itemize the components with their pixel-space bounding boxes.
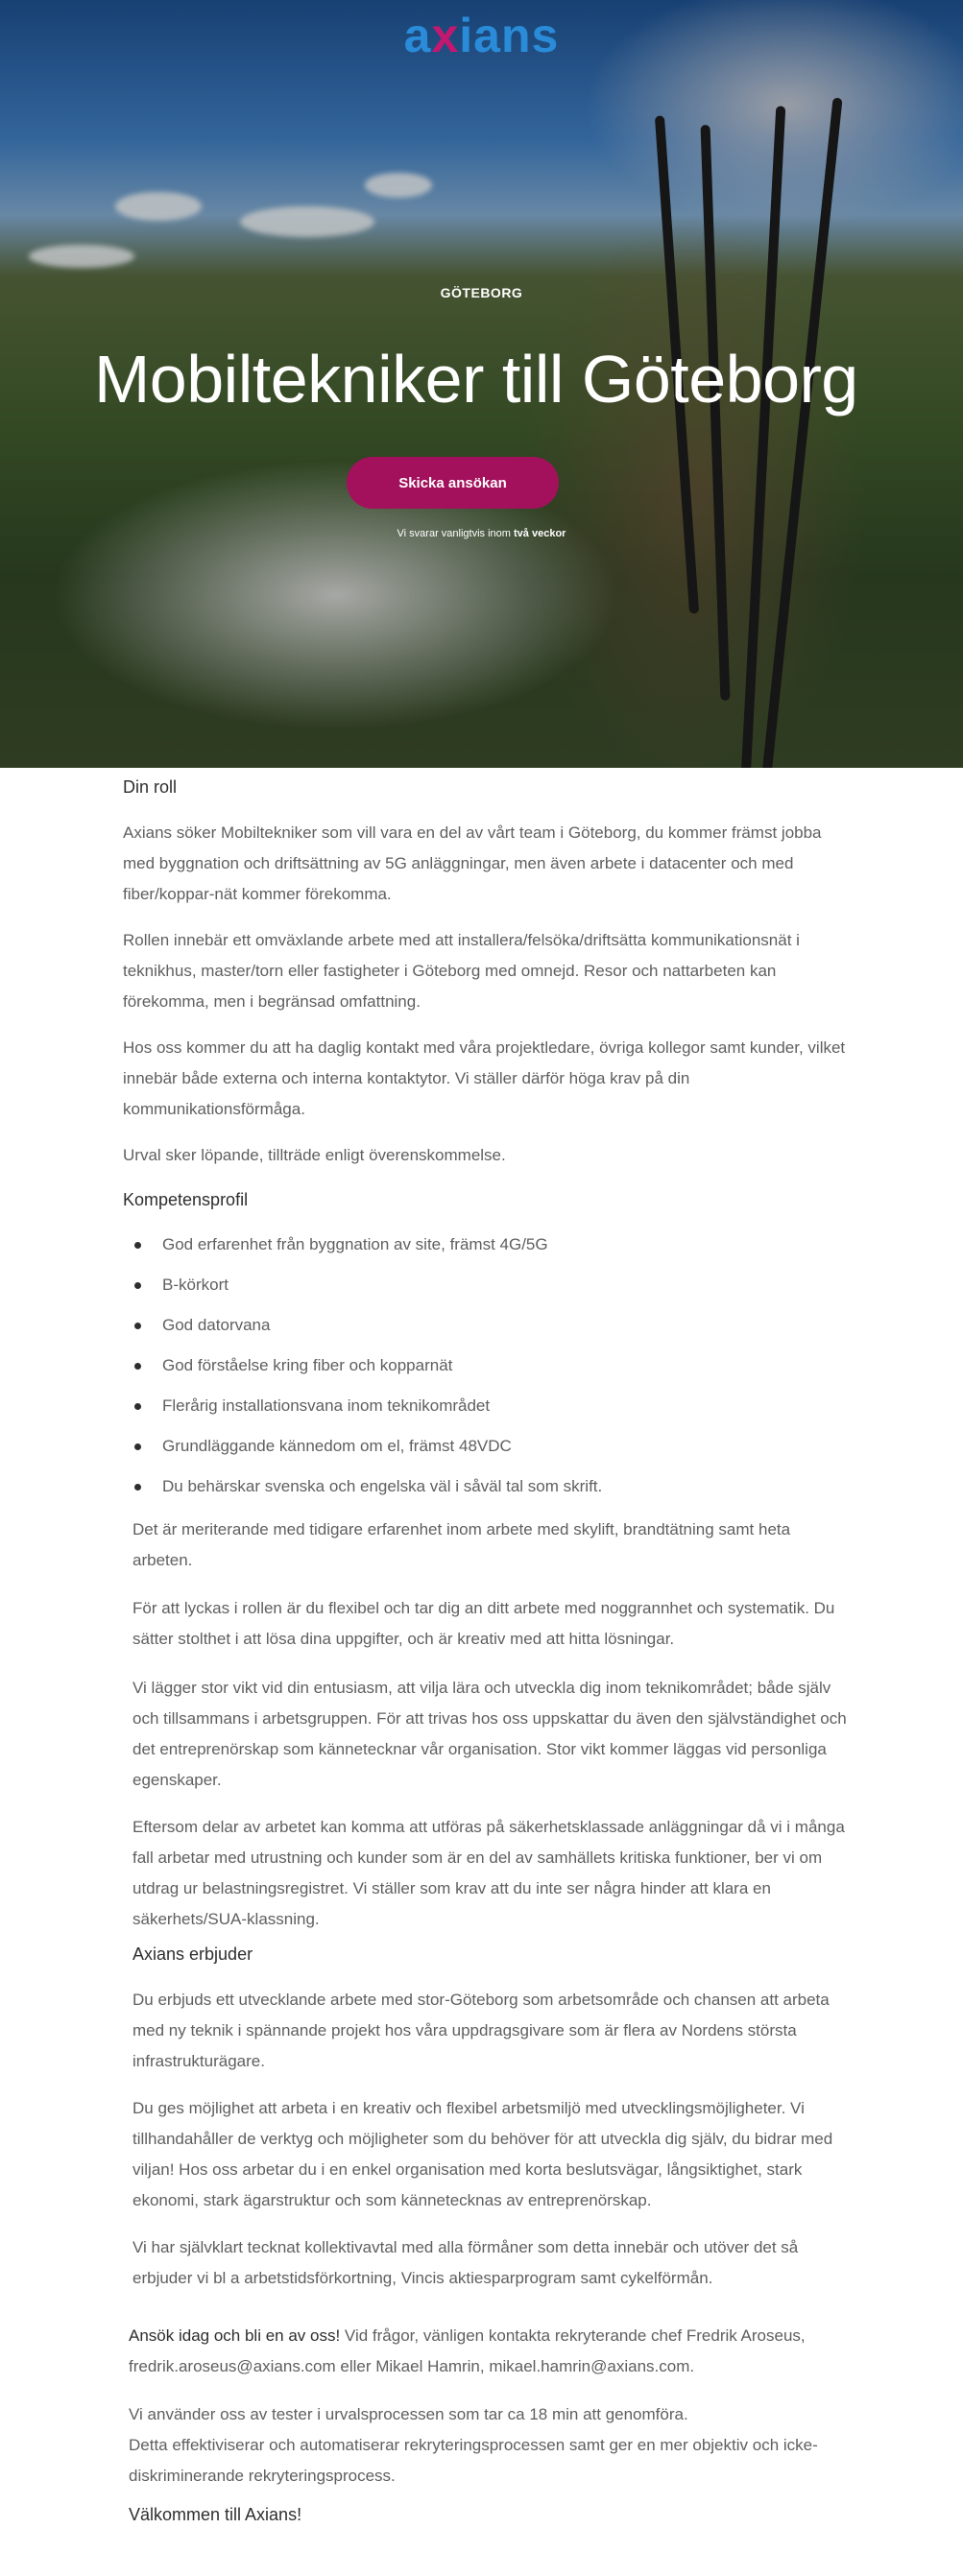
offer-paragraph: Du ges möjlighet att arbeta i en kreativ och flexibel arbetsmiljö med utvecklingsmöjligheter. Vi tillhandahåller de verktyg och möjligheter som du behöver för att utveckla dig själv, du bidrar med viljan! Hos oss arbetar du i en enkel organisation med korta beslutsvägar, långsiktighet, stark ekonomi, stark ägarstruktur och som kännetecknas av entreprenörskap. bbox=[132, 2099, 833, 2209]
job-title: Mobiltekniker till Göteborg bbox=[94, 342, 858, 417]
tests-paragraph bbox=[129, 2399, 858, 2492]
role-paragraph: Axians söker Mobiltekniker som vill vara en del av vårt team i Göteborg, du kommer främst jobba med byggnation och driftsättning av 5G anläggningar, men även arbete i datacenter och med fiber/koppar-nät kommer förekomma. bbox=[123, 823, 822, 903]
contact-text: Vid frågor, vänligen kontakta rekryterande chef Fredrik Aroseus, fredrik.aroseus@axians.com eller Mikael Hamrin, mikael.hamrin@axians.com. bbox=[129, 2326, 806, 2375]
apply-lead: Ansök idag och bli en av oss! bbox=[129, 2326, 341, 2345]
cloud-decoration bbox=[365, 173, 432, 198]
list-item: God förståelse kring fiber och kopparnät bbox=[123, 1346, 853, 1386]
offer-paragraph: Vi har självklart tecknat kollektivavtal med alla förmåner som detta innebär och utöver det så erbjuder vi bl a arbetstidsförkortning, Vincis aktiesparprogram samt cykelförmån. bbox=[132, 2238, 799, 2287]
offer-paragraph: Du erbjuds ett utvecklande arbete med stor-Göteborg som arbetsområde och chansen att arbeta med ny teknik i spännande projekt hos våra uppdragsgivare som är flera av Nordens största infrastrukturägare. bbox=[132, 1991, 830, 2070]
response-time-value: två veckor bbox=[514, 528, 566, 539]
contact-paragraph bbox=[129, 2321, 858, 2382]
role-heading: Din roll bbox=[123, 777, 178, 797]
list-item: Du behärskar svenska och engelska väl i såväl tal som skrift. bbox=[123, 1467, 853, 1507]
role-paragraph: Urval sker löpande, tillträde enligt överenskommelse. bbox=[123, 1146, 506, 1164]
profile-paragraph: Vi lägger stor vikt vid din entusiasm, att vilja lära och utveckla dig inom teknikområdet; både själv och tillsammans i arbetsgruppen. För att trivas hos oss uppskattar du även den självständighet och det entreprenörskap som kännetecknar vår organisation. Stor vikt kommer läggas vid personliga egenskaper. bbox=[132, 1679, 847, 1789]
job-location: GÖTEBORG bbox=[440, 285, 523, 300]
list-item: Grundläggande kännedom om el, främst 48VDC bbox=[123, 1426, 853, 1467]
list-item: God erfarenhet från byggnation av site, främst 4G/5G bbox=[123, 1225, 853, 1265]
profile-paragraph: För att lyckas i rollen är du flexibel och tar dig an ditt arbete med noggrannhet och systematik. Du sätter stolthet i att lösa dina uppgifter, och är kreativ med att hitta lösningar. bbox=[132, 1599, 835, 1648]
profile-paragraph: Eftersom delar av arbetet kan komma att utföras på säkerhetsklassade anläggningar då vi i många fall arbetar med utrustning och kunder som är en del av samhällets kritiska funktioner, ber vi om utdrag ur belastningsregistret. Vi ställer som krav att du inte ser några hinder att klara en säkerhets/SUA-klassning. bbox=[132, 1818, 845, 1928]
apply-button[interactable]: Skicka ansökan bbox=[347, 457, 559, 509]
role-paragraph: Rollen innebär ett omväxlande arbete med att installera/felsöka/driftsätta kommunikationsnät i teknikhus, master/torn eller fastigheter i Göteborg med omnejd. Resor och nattarbeten kan förekomma, men i begränsad omfattning. bbox=[123, 931, 800, 1011]
tests-text-line1: Vi använder oss av tester i urvalsprocessen som tar ca 18 min att genomföra. bbox=[129, 2405, 688, 2423]
cable-decoration bbox=[741, 106, 786, 768]
response-time-text: Vi svarar vanligtvis inom bbox=[397, 528, 511, 539]
profile-heading: Kompetensprofil bbox=[123, 1190, 249, 1209]
axians-logo[interactable]: axians bbox=[403, 9, 560, 62]
list-item: B-körkort bbox=[123, 1265, 853, 1305]
offer-heading: Axians erbjuder bbox=[132, 1944, 253, 1964]
cloud-decoration bbox=[240, 206, 374, 237]
profile-paragraph: Det är meriterande med tidigare erfarenhet inom arbete med skylift, brandtätning samt heta arbeten. bbox=[132, 1520, 791, 1569]
profile-list bbox=[123, 1225, 853, 1507]
response-time-note bbox=[0, 528, 963, 539]
tests-text-line2: Detta effektiviserar och automatiserar rekryteringsprocessen samt ger en mer objektiv och icke-diskriminerande rekryteringsprocess. bbox=[129, 2436, 818, 2485]
welcome-text: Välkommen till Axians! bbox=[129, 2505, 302, 2524]
cable-decoration bbox=[760, 97, 842, 768]
list-item: Flerårig installationsvana inom teknikområdet bbox=[123, 1386, 853, 1426]
hero-banner bbox=[0, 0, 963, 768]
list-item: God datorvana bbox=[123, 1305, 853, 1346]
role-paragraph: Hos oss kommer du att ha daglig kontakt med våra projektledare, övriga kollegor samt kunder, vilket innebär både externa och interna kontaktytor. Vi ställer därför höga krav på din kommunikationsförmåga. bbox=[123, 1038, 846, 1118]
cloud-decoration bbox=[29, 245, 134, 268]
cloud-decoration bbox=[115, 192, 202, 221]
